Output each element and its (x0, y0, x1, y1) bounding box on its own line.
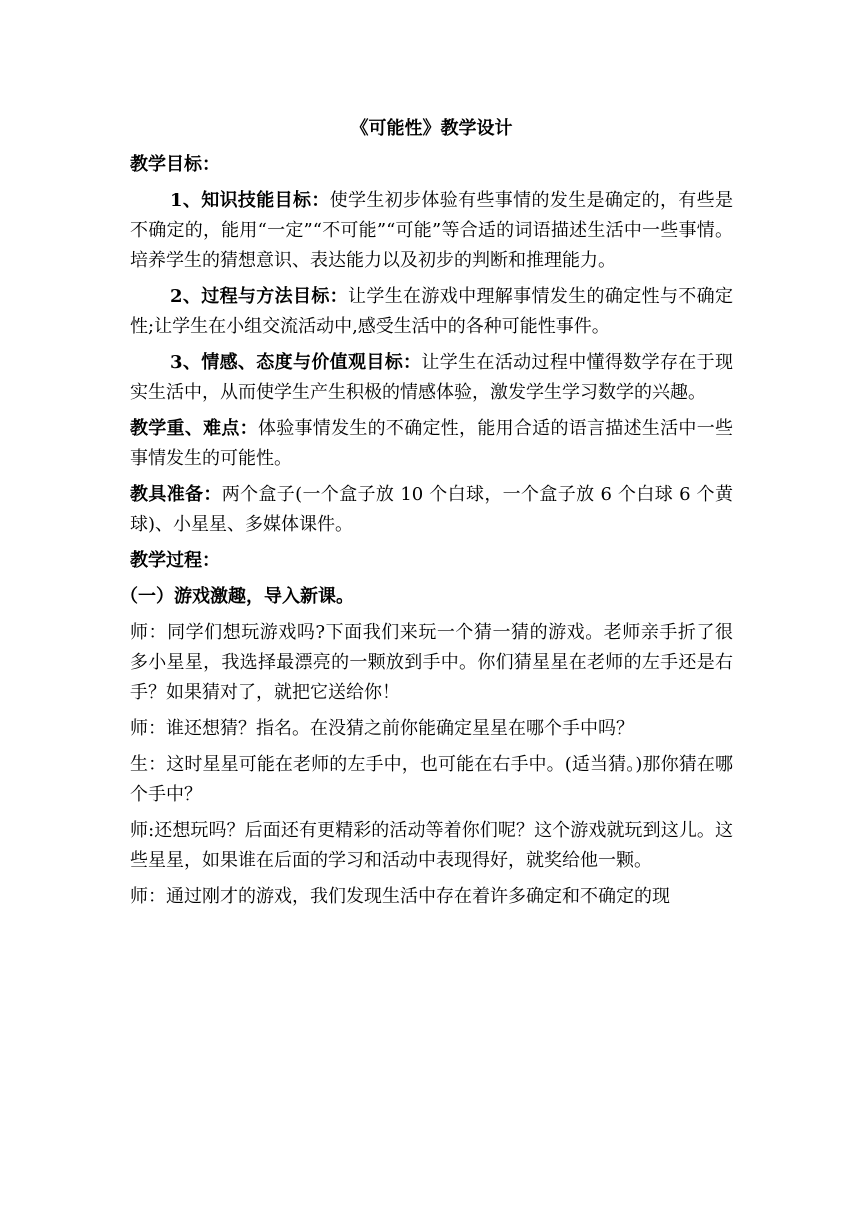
dialogue-paragraph: 生：这时星星可能在老师的左手中，也可能在右手中。(适当猜。)那你猜在哪个手中？ (130, 754, 733, 805)
key-points-label: 教学重、难点： (130, 418, 258, 439)
dialogue-paragraph: 师：谁还想猜？指名。在没猜之前你能确定星星在哪个手中吗？ (130, 718, 634, 739)
document-body (120, 114, 734, 918)
dialogue-paragraph: 师：同学们想玩游戏吗?下面我们来玩一个猜一猜的游戏。老师亲手折了很多小星星，我选择最漂亮的一颗放到手中。你们猜星星在老师的左手还是右手？如果猜对了，就把它送给你！ (130, 622, 733, 703)
materials-label: 教具准备： (130, 484, 222, 505)
objective-3 (130, 348, 733, 408)
key-points-text: 体验事情发生的不确定性，能用合适的语言描述生活中一些事情发生的可能性。 (130, 418, 733, 469)
document-title: 《可能性》教学设计 (350, 118, 513, 139)
objectives-heading: 教学目标： (130, 154, 220, 175)
objective-2-text: 让学生在游戏中理解事情发生的确定性与不确定性;让学生在小组交流活动中,感受生活中的各种可能性事件。 (130, 286, 733, 337)
materials-text: 两个盒子(一个盒子放 10 个白球，一个盒子放 6 个白球 6 个黄球)、小星星、多媒体课件。 (130, 484, 733, 535)
dialogue-paragraph: 师:还想玩吗？后面还有更精彩的活动等着你们呢？这个游戏就玩到这儿。这些星星，如果谁在后面的学习和活动中表现得好，就奖给他一颗。 (130, 820, 733, 871)
objective-1-text: 使学生初步体验有些事情的发生是确定的，有些是不确定的，能用“一定”“不可能”“可能”等合适的词语描述生活中一些事情。培养学生的猜想意识、表达能力以及初步的判断和推理能力。 (130, 190, 733, 271)
objective-1-label: 1、知识技能目标： (170, 190, 330, 211)
key-points (130, 414, 733, 474)
objective-1 (130, 186, 733, 276)
objective-3-label: 3、情感、态度与价值观目标： (170, 352, 422, 373)
objective-3-text: 让学生在活动过程中懂得数学存在于现实生活中，从而使学生产生积极的情感体验，激发学生学习数学的兴趣。 (130, 352, 734, 403)
materials (130, 480, 733, 540)
dialogue-paragraph: 师：通过刚才的游戏，我们发现生活中存在着许多确定和不确定的现 (130, 886, 670, 907)
objective-2 (130, 282, 733, 342)
objective-2-label: 2、过程与方法目标： (170, 286, 349, 307)
process-heading: 教学过程： (130, 550, 220, 571)
section-1-heading: （一）游戏激趣，导入新课。 (120, 586, 354, 607)
